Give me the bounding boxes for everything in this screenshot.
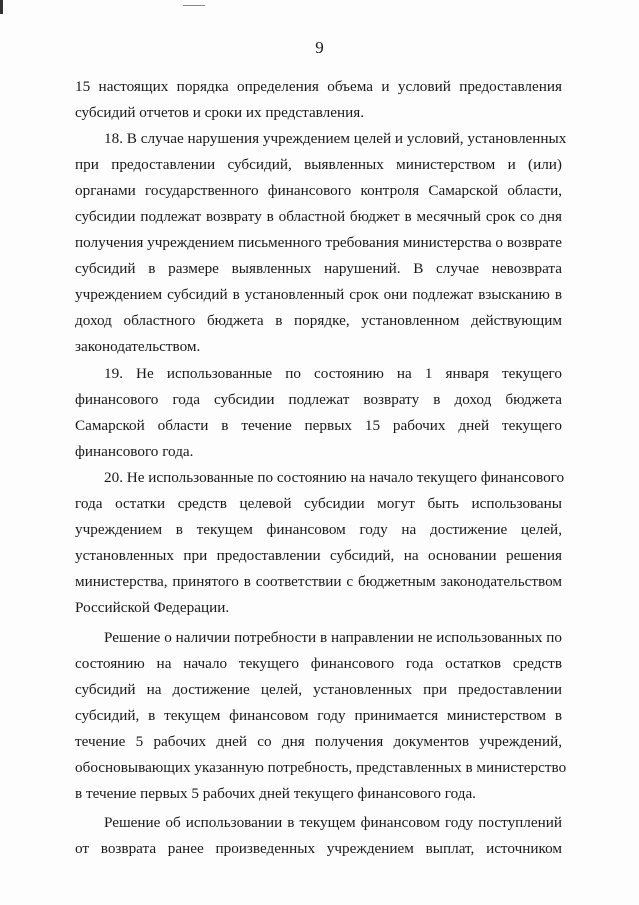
scan-artifact [0,0,3,14]
text-line: Решение об использовании в текущем финансовом году поступлений [104,814,562,831]
text-line: получения учреждением письменного требования министерства о возврате [75,234,562,251]
text-line: субсидий в размере выявленных нарушений. В случае невозврата [75,260,562,277]
text-line: течение 5 рабочих дней со дня получения документов учреждений, [75,733,562,750]
text-line: субсидии подлежат возврату в областной бюджет в месячный срок со дня [75,208,562,225]
text-line: учреждением субсидий в установленный срок они подлежат взысканию в [75,286,562,303]
text-line: в течение первых 5 рабочих дней текущего финансового года. [75,785,476,802]
text-line: законодательством. [75,338,201,355]
text-line: министерства, принятого в соответствии с бюджетным законодательством [75,573,562,590]
text-line: субсидий отчетов и сроки их представления. [75,104,365,121]
text-line: 20. Не использованные по состоянию на начало текущего финансового [104,469,565,486]
text-line: доход областного бюджета в порядке, установленном действующим [75,312,562,329]
text-line: финансового года. [75,443,194,460]
text-line: учреждением в текущем финансовом году на достижение целей, [75,521,562,538]
text-line: Самарской области в течение первых 15 рабочих дней текущего [75,417,562,434]
text-line: органами государственного финансового контроля Самарской области, [75,182,562,199]
text-line: обосновывающих указанную потребность, представленных в министерство [75,759,567,776]
text-line: года остатки средств целевой субсидии могут быть использованы [75,495,562,512]
text-line: Решение о наличии потребности в направлении не использованных по [104,629,562,646]
page-number: 9 [315,38,324,57]
text-line: от возврата ранее произведенных учреждением выплат, источником [75,840,562,857]
text-line: 15 настоящих порядка определения объема и условий предоставления [75,78,562,95]
text-line: состоянию на начало текущего финансового года остатков средств [75,655,562,672]
text-line: субсидий, в текущем финансовом году принимается министерством в [75,707,562,724]
scan-artifact [183,5,205,6]
text-line: Российской Федерации. [75,599,230,616]
text-line: финансового года субсидии подлежат возврату в доход бюджета [75,391,562,408]
text-line: при предоставлении субсидий, выявленных министерством и (или) [75,156,562,173]
text-line: субсидий на достижение целей, установленных при предоставлении [75,681,562,698]
text-line: 18. В случае нарушения учреждением целей и условий, установленных [104,130,567,147]
text-line: установленных при предоставлении субсидий, на основании решения [75,547,562,564]
text-line: 19. Не использованные по состоянию на 1 января текущего [104,365,562,382]
